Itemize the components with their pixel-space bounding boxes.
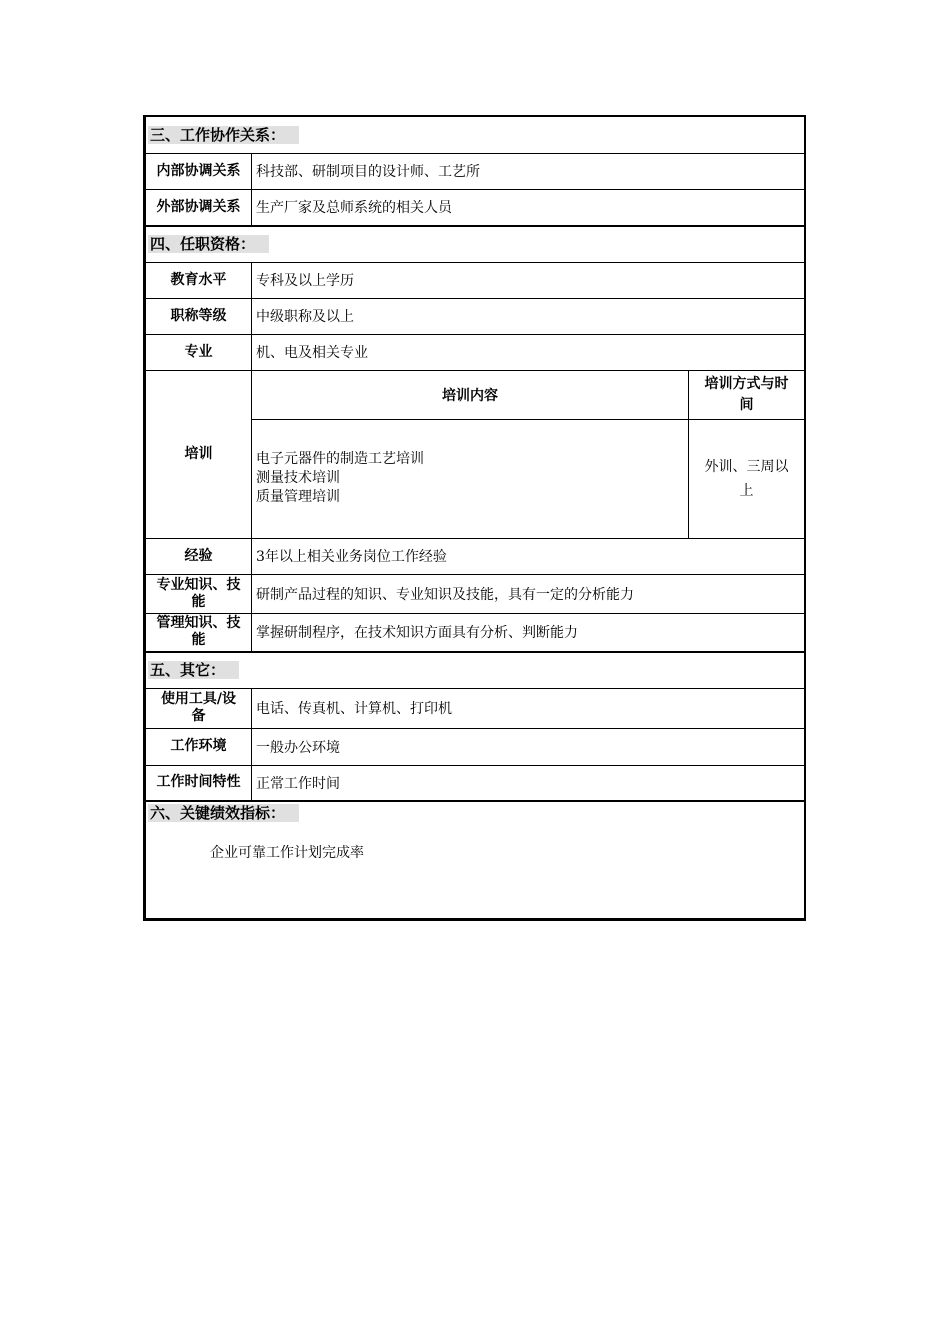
label-line: 能 — [191, 593, 206, 610]
label-training: 培训 — [146, 370, 252, 538]
row-tools — [146, 688, 805, 728]
label-line: 管理知识、技 — [156, 615, 241, 632]
training-method-header — [689, 370, 805, 419]
training-method-header-line2: 间 — [739, 396, 754, 413]
row-internal-coordination — [146, 153, 805, 189]
section-title: 三、工作协作关系： — [148, 126, 299, 144]
row-professional-knowledge — [146, 574, 805, 613]
label-environment: 工作环境 — [146, 728, 252, 765]
training-method-line1: 外训、三周以 — [704, 458, 789, 475]
value-external-coordination: 生产厂家及总师系统的相关人员 — [252, 189, 805, 226]
label-tools — [146, 688, 252, 728]
label-line: 备 — [191, 708, 206, 724]
value-major: 机、电及相关专业 — [252, 334, 805, 370]
label-external-coordination: 外部协调关系 — [146, 189, 252, 226]
row-major — [146, 334, 805, 370]
section-header-cooperation — [146, 117, 805, 153]
training-method-header-line1: 培训方式与时 — [704, 375, 789, 392]
section-title: 四、任职资格： — [148, 235, 269, 253]
label-professional-knowledge — [146, 574, 252, 613]
section-kpi — [146, 801, 805, 918]
section-header-qualifications — [146, 226, 805, 262]
section-header-other — [146, 652, 805, 688]
label-education: 教育水平 — [146, 262, 252, 298]
value-internal-coordination: 科技部、研制项目的设计师、工艺所 — [252, 153, 805, 189]
label-title-level: 职称等级 — [146, 298, 252, 334]
value-professional-knowledge: 研制产品过程的知识、专业知识及技能，具有一定的分析能力 — [252, 574, 805, 613]
label-line: 使用工具/设 — [160, 691, 237, 707]
label-management-knowledge — [146, 613, 252, 652]
row-experience — [146, 538, 805, 574]
row-environment — [146, 728, 805, 765]
row-work-time — [146, 765, 805, 801]
training-method-line2: 上 — [739, 482, 754, 499]
value-management-knowledge: 掌握研制程序，在技术知识方面具有分析、判断能力 — [252, 613, 805, 652]
label-major: 专业 — [146, 334, 252, 370]
label-line: 专业知识、技 — [156, 576, 241, 593]
value-work-time: 正常工作时间 — [252, 765, 805, 801]
label-experience: 经验 — [146, 538, 252, 574]
label-work-time: 工作时间特性 — [146, 765, 252, 801]
kpi-value: 企业可靠工作计划完成率 — [210, 845, 364, 861]
training-item: 测量技术培训 — [256, 470, 340, 486]
kpi-cell — [146, 801, 805, 918]
label-line: 能 — [191, 632, 206, 649]
job-description-table — [145, 117, 805, 919]
training-item: 电子元器件的制造工艺培训 — [256, 451, 424, 467]
training-content-header: 培训内容 — [252, 370, 689, 419]
row-training-header — [146, 370, 805, 419]
section-title: 六、关键绩效指标： — [148, 804, 299, 822]
label-internal-coordination: 内部协调关系 — [146, 153, 252, 189]
value-experience: 3年以上相关业务岗位工作经验 — [252, 538, 805, 574]
value-environment: 一般办公环境 — [252, 728, 805, 765]
value-title-level: 中级职称及以上 — [252, 298, 805, 334]
training-item: 质量管理培训 — [256, 489, 340, 505]
job-description-document — [143, 115, 806, 921]
training-method-value — [689, 419, 805, 538]
row-title-level — [146, 298, 805, 334]
training-content-list — [252, 419, 689, 538]
row-external-coordination — [146, 189, 805, 226]
section-title: 五、其它： — [148, 661, 239, 679]
row-education — [146, 262, 805, 298]
value-education: 专科及以上学历 — [252, 262, 805, 298]
row-management-knowledge — [146, 613, 805, 652]
value-tools: 电话、传真机、计算机、打印机 — [252, 688, 805, 728]
